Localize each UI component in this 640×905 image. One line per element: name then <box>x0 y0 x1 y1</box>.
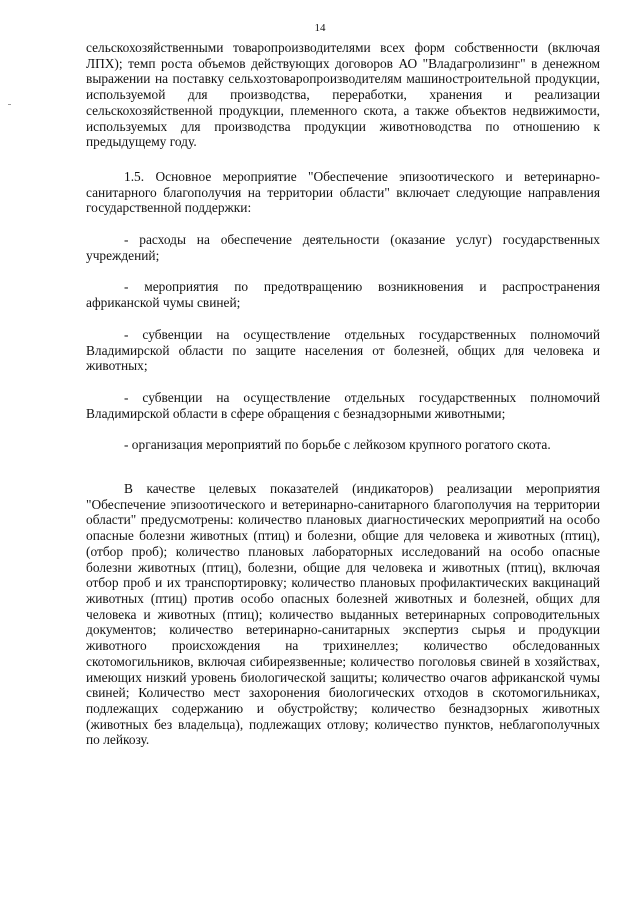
list-item-subvention-stray-animals: - субвенции на осуществление отдельных государственных полномочий Владимирской области в сфере обращения с безнадзорными животными; <box>86 389 600 421</box>
list-item-asf-prevention: - мероприятия по предотвращению возникновения и распространения африканской чумы свиней; <box>86 279 600 311</box>
page-number: 14 <box>314 22 326 34</box>
list-item-leukosis: - организация мероприятий по борьбе с лейкозом крупного рогатого скота. <box>124 437 551 453</box>
document-body <box>86 40 600 748</box>
list-item-subvention-protection: - субвенции на осуществление отдельных государственных полномочий Владимирской области по защите населения от болезней, общих для человека и животных; <box>86 326 600 374</box>
paragraph-indicators: В качестве целевых показателей (индикаторов) реализации мероприятия "Обеспечение эпизоотического и ветеринарно-санитарного благополучия на территории области" предусмотрены: количество плановых диагностических мероприятий на особо опасные болезни животных (птиц) и болезни, общие для человека и животных (птиц), (отбор проб); количество плановых лабораторных исследований на особо опасные болезни животных (птиц), болезни, общие для человека и животных (птиц), включая отбор проб и их транспортировку; количество плановых профилактических вакцинаций животных (птиц) против особо опасных болезней животных и болезней, общих для человека и животных (птиц); количество выданных ветеринарных сопроводительных документов; количество ветеринарно-санитарных экспертиз сырья и продукции животного происхождения на трихинеллез; количество обследованных скотомогильников, включая сибиреязвенные; количество поголовья свиней в хозяйствах, имеющих низкий уровень биологической защиты; количество очагов африканской чумы свиней; Количество мест захоронения биологических отходов в скотомогильниках, подлежащих содержанию и обустройству; количество безнадзорных животных (животных без владельца), подлежащих отлову; количество пунктов, неблагополучных по лейкозу. <box>86 481 600 748</box>
paragraph-section-1-5: 1.5. Основное мероприятие "Обеспечение эпизоотического и ветеринарно-санитарного благополучия на территории области" включает следующие направления государственной поддержки: <box>86 168 600 216</box>
list-item-expenses: - расходы на обеспечение деятельности (оказание услуг) государственных учреждений; <box>86 232 600 263</box>
margin-mark <box>8 104 11 105</box>
paragraph-continuation: сельскохозяйственными товаропроизводителями всех форм собственности (включая ЛПХ); темп роста объемов действующих договоров АО "Владагролизинг" в денежном выражении на поставку сельхозтоваропроизводителям машиностроительной продукции, используемой для производства, переработки, хранения и реализации сельскохозяйственной продукции, племенного скота, а также объектов недвижимости, используемых для производства продукции животноводства по отношению к предыдущему году. <box>86 40 600 150</box>
